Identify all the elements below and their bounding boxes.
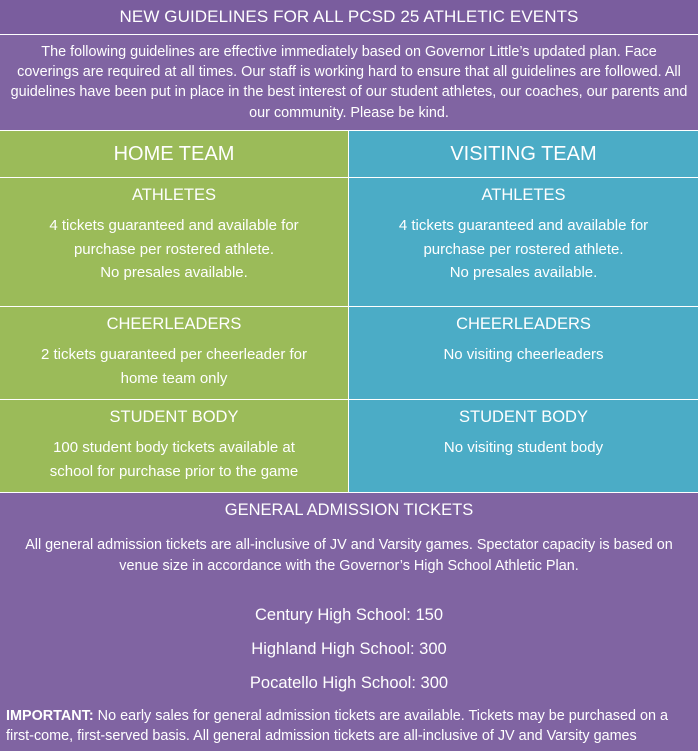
general-admission-title: GENERAL ADMISSION TICKETS <box>224 501 474 519</box>
visiting-athletes-line: 4 tickets guaranteed and available for <box>398 217 649 234</box>
home-athletes-cell <box>0 178 348 307</box>
home-athletes-line: No presales available. <box>100 264 248 281</box>
visiting-student-line: No visiting student body <box>443 439 604 456</box>
home-athletes-text <box>0 206 348 285</box>
visiting-student-body-text <box>349 428 698 460</box>
home-student-body-cell <box>0 400 348 492</box>
important-label: IMPORTANT: <box>6 708 94 724</box>
home-student-body-title: STUDENT BODY <box>109 408 239 426</box>
general-admission-description: All general admission tickets are all-inclusive of JV and Varsity games. Spectator capacity is based on venue size in accordance with the Governor’s High School Athletic Plan. <box>25 537 673 574</box>
school-capacity-item: Highland High School: 300 <box>251 640 447 658</box>
school-capacity-item: Century High School: 150 <box>254 606 444 624</box>
intro-paragraph: The following guidelines are effective immediately based on Governor Little’s updated plan. Face coverings are required at all times. Our staff is working hard to ensure that all guidelines are followed. All guidelines have been put in place in the best interest of our student athletes, our coaches, our parents and our community. Please be kind. <box>10 44 688 121</box>
visiting-cheerleaders-text <box>349 335 698 367</box>
home-cheer-line: home team only <box>120 369 228 387</box>
home-cheer-line: 2 tickets guaranteed per cheerleader for <box>41 346 307 363</box>
visiting-team-heading: VISITING TEAM <box>349 131 698 178</box>
visiting-athletes-title: ATHLETES <box>481 186 566 204</box>
home-team-column <box>0 131 349 492</box>
home-cheerleaders-cell <box>0 307 348 400</box>
visiting-athletes-line: No presales available. <box>449 264 598 281</box>
visiting-cheerleaders-cell <box>349 307 698 400</box>
home-athletes-title: ATHLETES <box>131 186 217 204</box>
home-athletes-line: purchase per rostered athlete. <box>73 240 275 258</box>
visiting-athletes-text <box>349 206 698 285</box>
school-capacity-list <box>0 576 698 700</box>
general-admission-section <box>0 492 698 746</box>
home-cheerleaders-title: CHEERLEADERS <box>106 315 242 333</box>
important-text: No early sales for general admission tickets are available. Tickets may be purchased on a first-come, first-served basis. All general admission tickets are all-inclusive of JV and Varsity games <box>6 708 668 745</box>
visiting-student-body-cell <box>349 400 698 492</box>
visiting-athletes-cell <box>349 178 698 307</box>
important-notice <box>0 700 698 746</box>
visiting-team-column <box>349 131 698 492</box>
visiting-cheerleaders-title: CHEERLEADERS <box>456 315 591 333</box>
visiting-athletes-line: purchase per rostered athlete. <box>423 240 624 258</box>
home-student-line: school for purchase prior to the game <box>49 462 299 480</box>
home-student-line: 100 student body tickets available at <box>53 439 295 456</box>
visiting-cheer-line: No visiting cheerleaders <box>443 346 604 363</box>
home-cheerleaders-text <box>0 335 348 390</box>
school-capacity-item: Pocatello High School: 300 <box>249 674 449 692</box>
team-grid <box>0 130 698 492</box>
home-athletes-line: 4 tickets guaranteed and available for <box>49 217 299 234</box>
page-title: NEW GUIDELINES FOR ALL PCSD 25 ATHLETIC EVENTS <box>0 0 698 35</box>
visiting-student-body-title: STUDENT BODY <box>459 408 588 426</box>
home-student-body-text <box>0 428 348 483</box>
home-team-heading: HOME TEAM <box>0 131 348 178</box>
